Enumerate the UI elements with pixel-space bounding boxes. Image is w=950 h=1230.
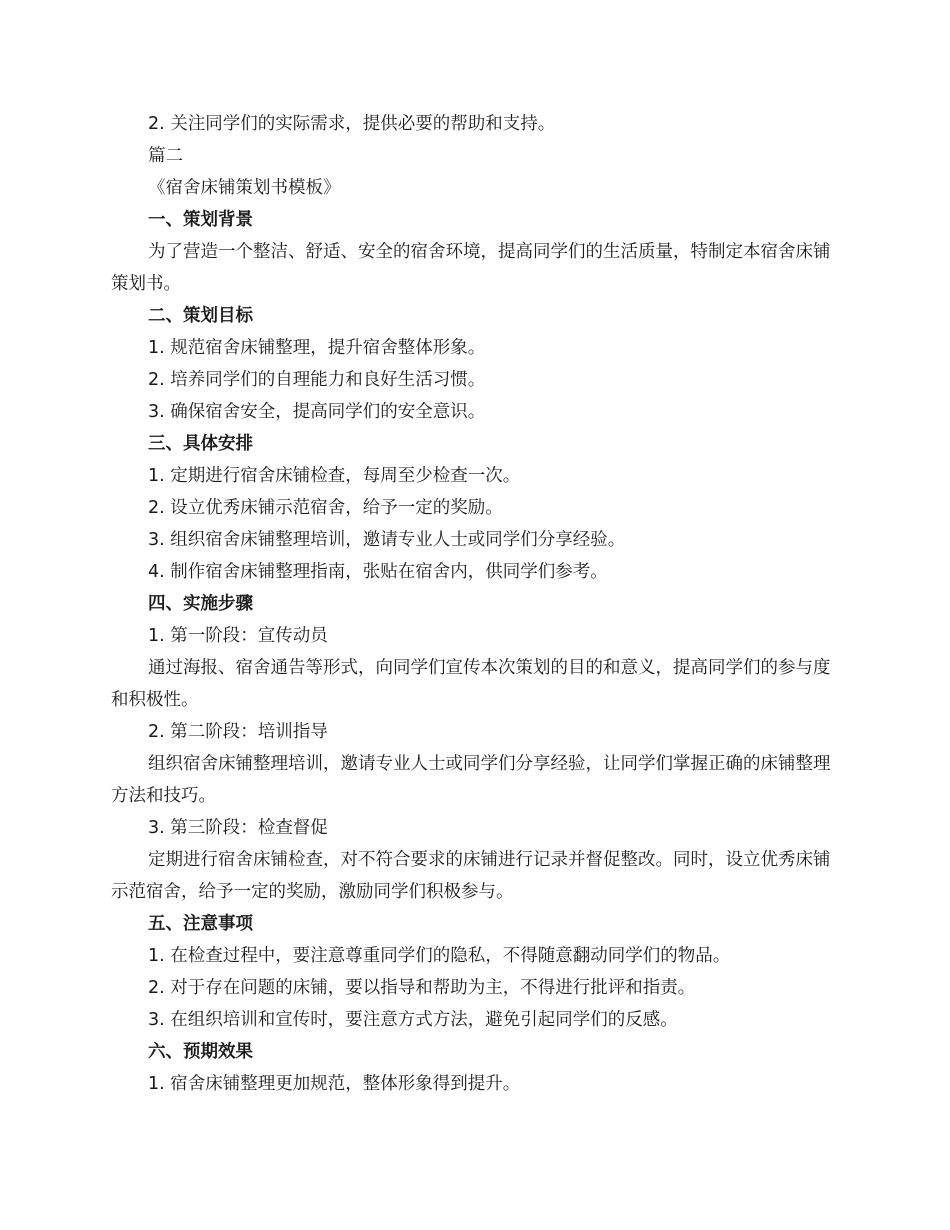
step-paragraph: 通过海报、宿舍通告等形式，向同学们宣传本次策划的目的和意义，提高同学们的参与度和积极性。: [111, 658, 831, 710]
step-title: 3. 第三阶段：检查督促: [148, 818, 328, 838]
heading-notes: 五、注意事项: [148, 914, 253, 934]
step-title: 2. 第二阶段：培训指导: [148, 722, 328, 742]
arrangement-item: 2. 设立优秀床铺示范宿舍，给予一定的奖励。: [148, 498, 503, 518]
heading-steps: 四、实施步骤: [148, 594, 253, 614]
note-item: 3. 在组织培训和宣传时，要注意方式方法，避免引起同学们的反感。: [148, 1010, 678, 1030]
note-item: 2. 对于存在问题的床铺，要以指导和帮助为主，不得进行批评和指责。: [148, 978, 696, 998]
section-label: 篇二: [148, 146, 183, 166]
document-title: 《宿舍床铺策划书模板》: [148, 178, 341, 198]
heading-goals: 二、策划目标: [148, 306, 253, 326]
note-item: 1. 在检查过程中，要注意尊重同学们的隐私，不得随意翻动同学们的物品。: [148, 946, 731, 966]
arrangement-item: 4. 制作宿舍床铺整理指南，张贴在宿舍内，供同学们参考。: [148, 562, 608, 582]
heading-background: 一、策划背景: [148, 210, 253, 230]
step-paragraph: 定期进行宿舍床铺检查，对不符合要求的床铺进行记录并督促整改。同时，设立优秀床铺示范宿舍，给予一定的奖励，激励同学们积极参与。: [111, 850, 831, 902]
goal-item: 2. 培养同学们的自理能力和良好生活习惯。: [148, 370, 486, 390]
goal-item: 1. 规范宿舍床铺整理，提升宿舍整体形象。: [148, 338, 486, 358]
arrangement-item: 1. 定期进行宿舍床铺检查，每周至少检查一次。: [148, 466, 521, 486]
arrangement-item: 3. 组织宿舍床铺整理培训，邀请专业人士或同学们分享经验。: [148, 530, 626, 550]
previous-item-line: 2. 关注同学们的实际需求，提供必要的帮助和支持。: [148, 114, 556, 134]
heading-expected-results: 六、预期效果: [148, 1042, 253, 1062]
goal-item: 3. 确保宿舍安全，提高同学们的安全意识。: [148, 402, 486, 422]
result-item: 1. 宿舍床铺整理更加规范，整体形象得到提升。: [148, 1074, 521, 1094]
step-title: 1. 第一阶段：宣传动员: [148, 626, 328, 646]
paragraph-background: 为了营造一个整洁、舒适、安全的宿舍环境，提高同学们的生活质量，特制定本宿舍床铺策划书。: [111, 242, 831, 294]
heading-arrangement: 三、具体安排: [148, 434, 253, 454]
step-paragraph: 组织宿舍床铺整理培训，邀请专业人士或同学们分享经验，让同学们掌握正确的床铺整理方法和技巧。: [111, 754, 831, 806]
document-body: [111, 108, 842, 1100]
